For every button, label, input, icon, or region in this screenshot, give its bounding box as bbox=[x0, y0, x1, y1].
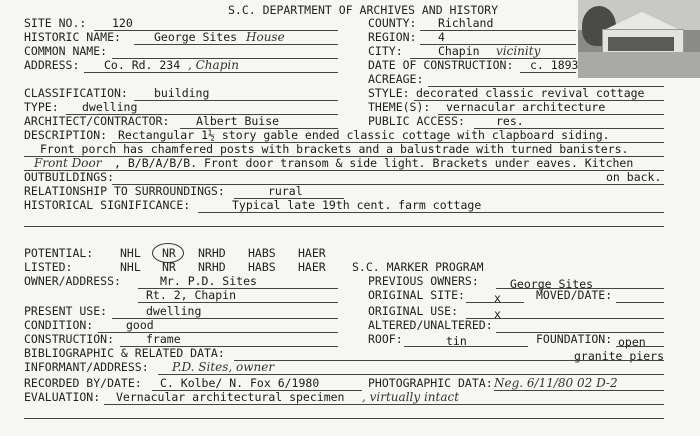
previous-owners-value: George Sites bbox=[510, 277, 594, 291]
outbuildings-label: OUTBUILDINGS: bbox=[24, 170, 115, 184]
listed-nrhd: NRHD bbox=[198, 260, 226, 274]
evaluation-label: EVALUATION: bbox=[24, 390, 101, 404]
description-label: DESCRIPTION: bbox=[24, 128, 108, 142]
photographic-handwritten: Neg. 6/11/80 02 D-2 bbox=[494, 376, 618, 390]
evaluation-rule-2 bbox=[24, 418, 664, 419]
foundation-value-1: open bbox=[618, 335, 646, 349]
site-no-value: 120 bbox=[112, 16, 133, 30]
significance-rule bbox=[198, 212, 664, 213]
county-value: Richland bbox=[438, 16, 494, 30]
original-use-value: x bbox=[494, 307, 501, 321]
condition-label: CONDITION: bbox=[24, 318, 94, 332]
condition-rule bbox=[98, 332, 338, 333]
owner-line1: Mr. P.D. Sites bbox=[160, 274, 257, 288]
relationship-value: rural bbox=[268, 184, 303, 198]
common-name-label: COMMON NAME: bbox=[24, 44, 108, 58]
county-label: COUNTY: bbox=[368, 16, 417, 30]
original-site-value: x bbox=[494, 291, 501, 305]
listed-habs: HABS bbox=[248, 260, 276, 274]
description-rule-3 bbox=[24, 170, 664, 171]
previous-owners-label: PREVIOUS OWNERS: bbox=[368, 274, 479, 288]
bibliography-label: BIBLIOGRAPHIC & RELATED DATA: bbox=[24, 346, 225, 360]
address-value: Co. Rd. 234 bbox=[104, 58, 181, 72]
theme-value: vernacular architecture bbox=[446, 100, 606, 114]
theme-rule bbox=[438, 114, 664, 115]
address-rule bbox=[84, 72, 338, 73]
region-value: 4 bbox=[438, 30, 445, 44]
photographic-label: PHOTOGRAPHIC DATA: bbox=[368, 376, 493, 390]
owner-label: OWNER/ADDRESS: bbox=[24, 274, 121, 288]
listed-label: LISTED: bbox=[24, 260, 73, 274]
owner-line2: Rt. 2, Chapin bbox=[146, 288, 237, 302]
city-value: Chapin bbox=[438, 44, 480, 58]
altered-label: ALTERED/UNALTERED: bbox=[368, 318, 493, 332]
classification-label: CLASSIFICATION: bbox=[24, 86, 128, 100]
original-use-label: ORIGINAL USE: bbox=[368, 304, 459, 318]
public-access-value: res. bbox=[496, 114, 524, 128]
moved-date-label: MOVED/DATE: bbox=[536, 288, 613, 302]
date-construction-value: c. 1893 bbox=[530, 58, 579, 72]
photo-ground bbox=[578, 52, 700, 78]
historic-name-rule bbox=[134, 44, 338, 45]
historic-name-handwritten: House bbox=[246, 30, 285, 44]
city-handwritten: vicinity bbox=[496, 44, 541, 58]
evaluation-rule bbox=[104, 404, 664, 405]
potential-habs: HABS bbox=[248, 246, 276, 260]
photo-roof bbox=[604, 12, 680, 30]
potential-nr: NR bbox=[162, 246, 176, 260]
description-line4: on back. bbox=[606, 170, 662, 184]
informant-rule bbox=[158, 374, 664, 375]
architect-value: Albert Buise bbox=[196, 114, 280, 128]
type-value: dwelling bbox=[82, 100, 138, 114]
classification-rule bbox=[134, 100, 338, 101]
site-no-label: SITE NO.: bbox=[24, 16, 87, 30]
address-label: ADDRESS: bbox=[24, 58, 80, 72]
present-use-label: PRESENT USE: bbox=[24, 304, 108, 318]
address-handwritten: , Chapin bbox=[188, 58, 239, 72]
type-label: TYPE: bbox=[24, 100, 59, 114]
roof-value: tin bbox=[446, 334, 467, 348]
recorded-label: RECORDED BY/DATE: bbox=[24, 376, 142, 390]
description-handwritten: Front Door bbox=[34, 156, 102, 170]
historic-name-value: George Sites bbox=[154, 30, 238, 44]
potential-haer: HAER bbox=[298, 246, 326, 260]
listed-haer: HAER bbox=[298, 260, 326, 274]
evaluation-handwritten: , virtually intact bbox=[362, 390, 460, 404]
potential-nhl: NHL bbox=[120, 246, 141, 260]
condition-value: good bbox=[126, 318, 154, 332]
date-construction-label: DATE OF CONSTRUCTION: bbox=[368, 58, 514, 72]
architect-label: ARCHITECT/CONTRACTOR: bbox=[24, 114, 170, 128]
informant-label: INFORMANT/ADDRESS: bbox=[24, 360, 149, 374]
theme-label: THEME(S): bbox=[368, 100, 431, 114]
house-photo bbox=[578, 0, 700, 78]
potential-label: POTENTIAL: bbox=[24, 246, 94, 260]
listed-nr: NR bbox=[162, 260, 176, 274]
original-use-rule bbox=[466, 318, 664, 319]
construction-label: CONSTRUCTION: bbox=[24, 332, 115, 346]
agency-header: S.C. DEPARTMENT OF ARCHIVES AND HISTORY bbox=[228, 3, 499, 17]
significance-value: Typical late 19th cent. farm cottage bbox=[232, 198, 482, 212]
original-site-rule bbox=[466, 302, 524, 303]
public-access-label: PUBLIC ACCESS: bbox=[368, 114, 465, 128]
city-label: CITY: bbox=[368, 44, 403, 58]
evaluation-value: Vernacular architectural specimen bbox=[116, 390, 345, 404]
marker-program: S.C. MARKER PROGRAM bbox=[352, 260, 484, 274]
informant-handwritten: P.D. Sites, owner bbox=[172, 360, 275, 374]
roof-rule bbox=[404, 346, 528, 347]
description-line2: Front porch has chamfered posts with brackets and a balustrade with turned banisters. bbox=[40, 142, 629, 156]
significance-rule-2 bbox=[24, 226, 664, 227]
description-line3: , B/B/A/B/B. Front door transom & side light. Brackets under eaves. Kitchen bbox=[114, 156, 634, 170]
region-label: REGION: bbox=[368, 30, 417, 44]
historic-name-label: HISTORIC NAME: bbox=[24, 30, 121, 44]
description-line1: Rectangular 1½ story gable ended classic cottage with clapboard siding. bbox=[118, 128, 610, 142]
owner-rule-2 bbox=[138, 302, 338, 303]
potential-nrhd: NRHD bbox=[198, 246, 226, 260]
foundation-value-2: granite piers bbox=[574, 349, 665, 363]
classification-value: building bbox=[154, 86, 210, 100]
style-label: STYLE: bbox=[368, 86, 410, 100]
style-value: decorated classic revival cottage bbox=[416, 86, 645, 100]
relationship-label: RELATIONSHIP TO SURROUNDINGS: bbox=[24, 184, 225, 198]
original-site-label: ORIGINAL SITE: bbox=[368, 288, 465, 302]
photo-porch bbox=[608, 37, 674, 51]
foundation-label: FOUNDATION: bbox=[536, 332, 613, 346]
listed-nhl: NHL bbox=[120, 260, 141, 274]
photographic-rule bbox=[494, 390, 664, 391]
bibliography-rule bbox=[234, 360, 664, 361]
significance-label: HISTORICAL SIGNIFICANCE: bbox=[24, 198, 191, 212]
moved-date-rule bbox=[616, 302, 664, 303]
roof-label: ROOF: bbox=[368, 332, 403, 346]
recorded-value: C. Kolbe/ N. Fox 6/1980 bbox=[160, 376, 320, 390]
date-construction-rule bbox=[520, 72, 576, 73]
foundation-rule bbox=[616, 346, 664, 347]
construction-value: frame bbox=[146, 332, 181, 346]
present-use-value: dwelling bbox=[146, 304, 202, 318]
acreage-label: ACREAGE: bbox=[368, 72, 424, 86]
